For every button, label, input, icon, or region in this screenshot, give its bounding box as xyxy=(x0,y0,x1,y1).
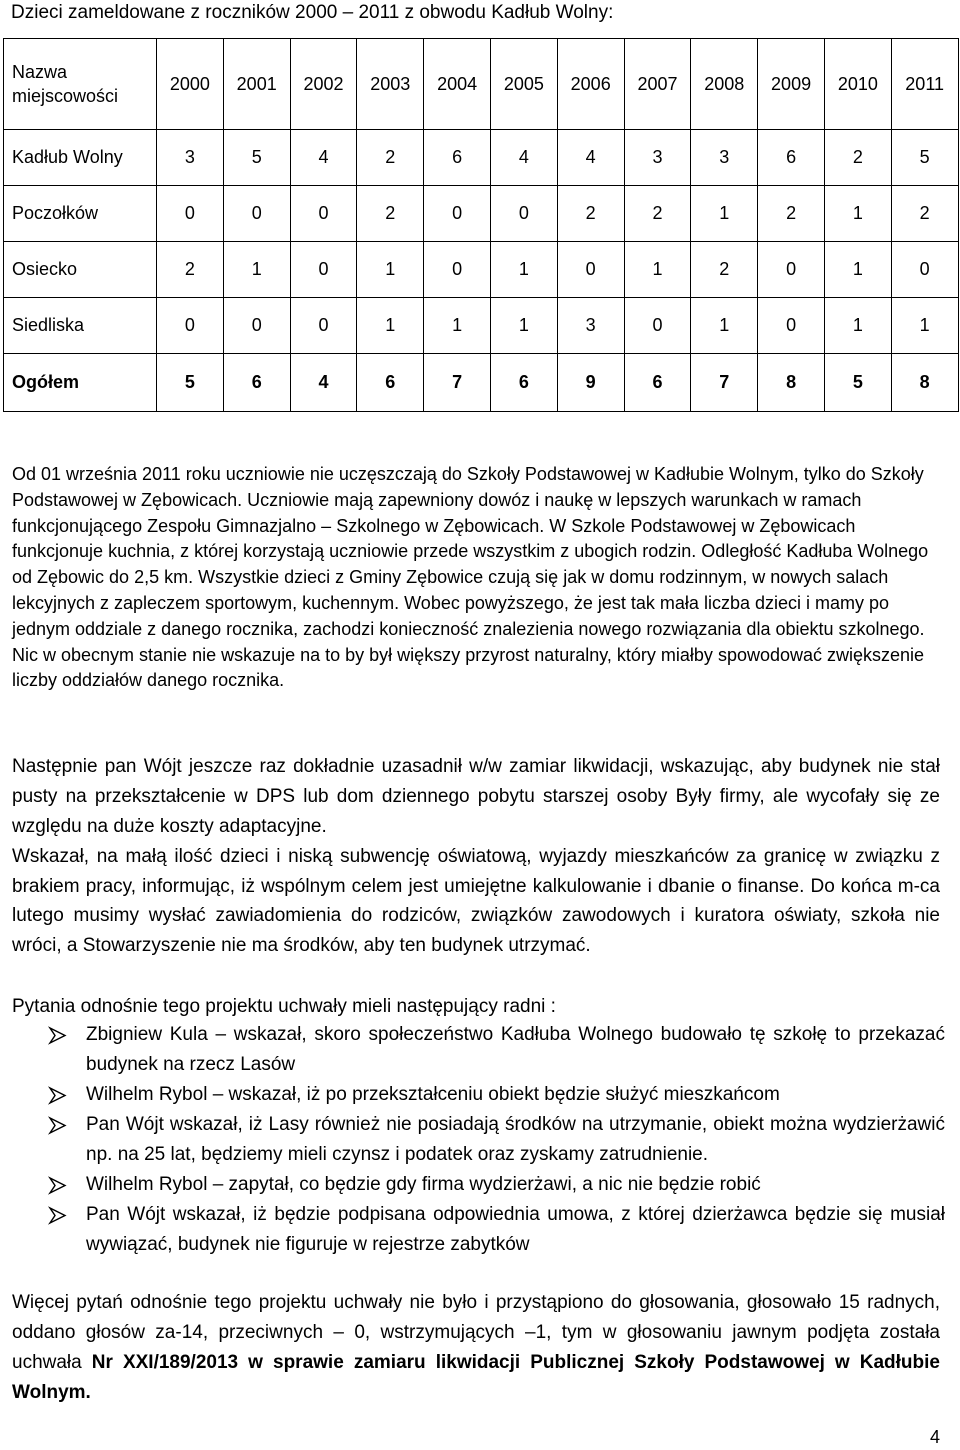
year-header: 2011 xyxy=(891,39,958,130)
arrowhead-bullet-icon xyxy=(47,1170,69,1200)
count-cell: 4 xyxy=(557,130,624,186)
table-row xyxy=(4,242,959,298)
year-header: 2006 xyxy=(557,39,624,130)
count-cell: 6 xyxy=(758,130,825,186)
count-cell: 1 xyxy=(824,242,891,298)
count-cell: 6 xyxy=(357,354,424,412)
count-cell: 2 xyxy=(624,186,691,242)
count-cell: 2 xyxy=(357,130,424,186)
arrowhead-bullet-icon xyxy=(47,1020,69,1050)
count-cell: 1 xyxy=(824,186,891,242)
count-cell: 5 xyxy=(824,354,891,412)
count-cell: 2 xyxy=(824,130,891,186)
vote-result-text: Więcej pytań odnośnie tego projektu uchwały nie było i przystąpiono do głosowania, głosowało 15 radnych, oddano głosów za-14, przeciwnych – 0, wstrzymujących –1, tym w głosowaniu jawnym podjęta została uchwała xyxy=(12,1292,940,1373)
count-cell: 0 xyxy=(557,242,624,298)
locality-name: Osiecko xyxy=(4,242,157,298)
count-cell: 0 xyxy=(490,186,557,242)
list-item xyxy=(0,1110,960,1170)
count-cell: 5 xyxy=(157,354,224,412)
count-cell: 0 xyxy=(290,242,357,298)
question-text: Wilhelm Rybol – wskazał, iż po przekształceniu obiekt będzie służyć mieszkańcom xyxy=(86,1084,780,1105)
list-item xyxy=(0,1170,960,1200)
count-cell: 2 xyxy=(691,242,758,298)
question-text: Pan Wójt wskazał, iż będzie podpisana odpowiednia umowa, z której dzierżawca będzie się musiał wywiązać, budynek nie figuruje w rejestrze zabytków xyxy=(86,1204,945,1255)
count-cell: 1 xyxy=(490,242,557,298)
question-text: Wilhelm Rybol – zapytał, co będzie gdy firma wydzierżawi, a nic nie będzie robić xyxy=(86,1174,761,1195)
year-header: 2010 xyxy=(824,39,891,130)
count-cell: 3 xyxy=(624,130,691,186)
count-cell: 4 xyxy=(290,130,357,186)
year-header: 2001 xyxy=(223,39,290,130)
count-cell: 6 xyxy=(424,130,491,186)
count-cell: 0 xyxy=(424,186,491,242)
count-cell: 1 xyxy=(357,242,424,298)
year-header: 2008 xyxy=(691,39,758,130)
paragraph-reasons: Wskazał, na małą ilość dzieci i niską subwencję oświatową, wyjazdy mieszkańców za granicę w związku z brakiem pracy, informując, iż wspólnym celem jest umiejętne kalkulowanie i dbanie o finanse. Do końca m-ca lutego musimy wysłać zawiadomienia do rodziców, związków zawodowych i kuratora oświaty, szkoła nie wróci, a Stowarzyszenie nie ma środków, aby ten budynek utrzymać. xyxy=(12,846,940,957)
locality-name: Poczołków xyxy=(4,186,157,242)
paragraph-questions-intro: Pytania odnośnie tego projektu uchwały mieli następujący radni : xyxy=(12,996,556,1017)
count-cell: 1 xyxy=(424,298,491,354)
resolution-number: Nr XXI/189/2013 w sprawie zamiaru likwidacji Publicznej Szkoły Podstawowej w Kadłubie Wolnym. xyxy=(12,1352,940,1403)
count-cell: 2 xyxy=(891,186,958,242)
table-header-row xyxy=(4,39,959,130)
question-text: Pan Wójt wskazał, iż Lasy również nie posiadają środków na utrzymanie, obiekt można wydzierżawić np. na 25 lat, będziemy mieli czynsz i podatek oraz zyskamy zatrudnienie. xyxy=(86,1114,945,1165)
count-cell: 1 xyxy=(691,298,758,354)
table-row xyxy=(4,130,959,186)
year-header: 2005 xyxy=(490,39,557,130)
page-title: Dzieci zameldowane z roczników 2000 – 2011 z obwodu Kadłub Wolny: xyxy=(11,2,614,23)
count-cell: 1 xyxy=(357,298,424,354)
year-header: 2002 xyxy=(290,39,357,130)
table-row xyxy=(4,186,959,242)
paragraph-school-situation: Od 01 września 2011 roku uczniowie nie uczęszczają do Szkoły Podstawowej w Kadłubie Wolnym, tylko do Szkoły Podstawowej w Zębowicach. Uczniowie mają zapewniony dowóz i naukę w lepszych warunkach w ramach funkcjonującego Zespołu Gimnazjalno – Szkolnego w Zębowicach. W Szkole Podstawowej w Zębowicach funkcjonuje kuchnia, z której korzystają uczniowie przede wszystkim z ubogich rodzin. Odległość Kadłuba Wolnego od Zębowic do 2,5 km. Wszystkie dzieci z Gminy Zębowice czują się jak w domu rodzinnym, w nowych salach lekcyjnych z zapleczem sportowym, kuchennym. Wobec powyższego, że jest tak mała liczba dzieci i mamy po jednym oddziale z danego rocznika, zachodzi konieczność znalezienia nowego rozwiązania dla obiektu szkolnego. Nic w obecnym stanie nie wskazuje na to by był większy przyrost naturalny, który miałby spowodować zwiększenie liczby oddziałów danego rocznika. xyxy=(12,464,929,691)
count-cell: 0 xyxy=(223,298,290,354)
count-cell: 8 xyxy=(891,354,958,412)
count-cell: 5 xyxy=(223,130,290,186)
count-cell: 0 xyxy=(624,298,691,354)
count-cell: 0 xyxy=(290,186,357,242)
census-table-body xyxy=(4,39,959,412)
total-row xyxy=(4,354,959,412)
arrowhead-bullet-icon xyxy=(47,1200,69,1230)
count-cell: 6 xyxy=(223,354,290,412)
year-header: 2003 xyxy=(357,39,424,130)
year-header: 2009 xyxy=(758,39,825,130)
count-cell: 9 xyxy=(557,354,624,412)
count-cell: 1 xyxy=(223,242,290,298)
count-cell: 2 xyxy=(157,242,224,298)
count-cell: 0 xyxy=(891,242,958,298)
paragraph-wojt-justification: Następnie pan Wójt jeszcze raz dokładnie uzasadnił w/w zamiar likwidacji, wskazując, aby budynek nie stał pusty na przekształcenie w DPS lub dom dziennego pobytu starszej osoby Były firmy, ale wycofały się ze względu na duże koszty adaptacyjne. xyxy=(12,756,940,837)
count-cell: 2 xyxy=(758,186,825,242)
count-cell: 3 xyxy=(157,130,224,186)
count-cell: 3 xyxy=(691,130,758,186)
count-cell: 6 xyxy=(624,354,691,412)
locality-name: Kadłub Wolny xyxy=(4,130,157,186)
year-header: 2007 xyxy=(624,39,691,130)
list-item xyxy=(0,1200,960,1260)
census-table xyxy=(3,38,959,412)
count-cell: 4 xyxy=(490,130,557,186)
count-cell: 6 xyxy=(490,354,557,412)
count-cell: 7 xyxy=(424,354,491,412)
questions-list xyxy=(0,1020,960,1260)
paragraph-vote-result xyxy=(12,1288,940,1408)
count-cell: 2 xyxy=(557,186,624,242)
count-cell: 0 xyxy=(290,298,357,354)
year-header: 2004 xyxy=(424,39,491,130)
name-column-header: Nazwa miejscowości xyxy=(4,39,157,130)
count-cell: 0 xyxy=(758,242,825,298)
count-cell: 5 xyxy=(891,130,958,186)
count-cell: 0 xyxy=(157,186,224,242)
list-item xyxy=(0,1020,960,1080)
page-number: 4 xyxy=(930,1427,941,1447)
count-cell: 1 xyxy=(624,242,691,298)
count-cell: 0 xyxy=(223,186,290,242)
arrowhead-bullet-icon xyxy=(47,1110,69,1140)
locality-name: Ogółem xyxy=(4,354,157,412)
question-text: Zbigniew Kula – wskazał, skoro społeczeństwo Kadłuba Wolnego budowało tę szkołę to przekazać budynek na rzecz Lasów xyxy=(86,1024,945,1075)
count-cell: 1 xyxy=(490,298,557,354)
count-cell: 7 xyxy=(691,354,758,412)
count-cell: 1 xyxy=(824,298,891,354)
year-header: 2000 xyxy=(157,39,224,130)
table-row xyxy=(4,298,959,354)
count-cell: 3 xyxy=(557,298,624,354)
count-cell: 0 xyxy=(424,242,491,298)
arrowhead-bullet-icon xyxy=(47,1080,69,1110)
count-cell: 0 xyxy=(758,298,825,354)
count-cell: 0 xyxy=(157,298,224,354)
count-cell: 1 xyxy=(691,186,758,242)
locality-name: Siedliska xyxy=(4,298,157,354)
list-item xyxy=(0,1080,960,1110)
count-cell: 2 xyxy=(357,186,424,242)
count-cell: 1 xyxy=(891,298,958,354)
count-cell: 4 xyxy=(290,354,357,412)
count-cell: 8 xyxy=(758,354,825,412)
